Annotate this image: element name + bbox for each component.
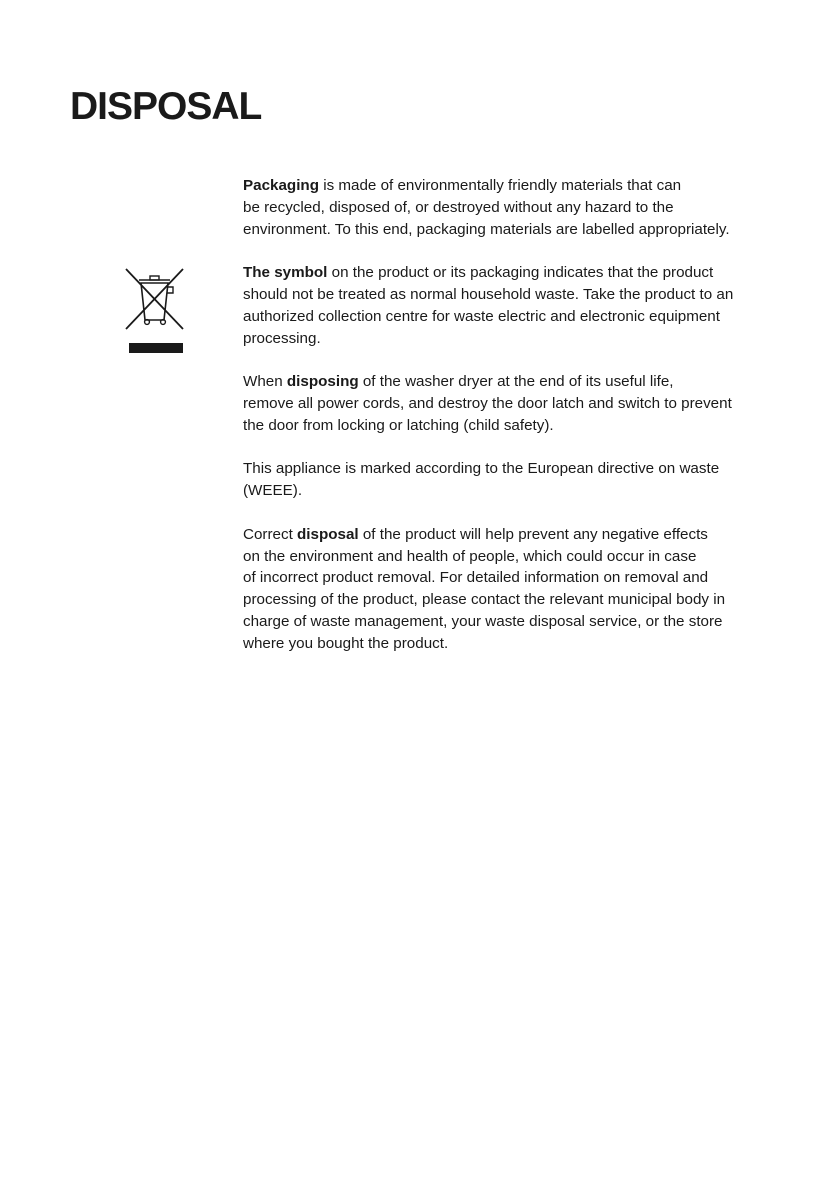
paragraph-disposing: When disposing of the washer dryer at the end of its useful life, remove all power cords, and destroy the door latch and switch to prevent the door from locking or latching (child safety). <box>243 373 732 434</box>
paragraph-weee: This appliance is marked according to the European directive on waste (WEEE). <box>243 460 720 500</box>
bold-term: disposal <box>297 525 359 543</box>
disposal-text <box>243 175 773 676</box>
paragraph-correct-disposal: Correct disposal of the product will help prevent any negative effects on the environment and health of people, which could occur in case of incorrect product removal. For detailed information on removal and processing of the product, please contact the relevant municipal body in charge of waste management, your waste disposal service, or the store where you bought the product. <box>243 525 726 652</box>
crossed-out-wheelie-bin-icon <box>123 265 185 355</box>
bold-term: disposing <box>286 373 359 391</box>
page-title: DISPOSAL <box>70 85 262 128</box>
paragraph-symbol: The symbol on the product or its packaging indicates that the product should not be treated as normal household waste. Take the product to an authorized collection centre for waste electric and electronic equipment processing. <box>243 264 734 347</box>
bold-term: Packaging <box>243 177 319 194</box>
bold-term: The symbol <box>243 264 328 282</box>
paragraph-packaging: Packaging is made of environmentally friendly materials that can be recycled, disposed of, or destroyed without any hazard to the environment. To this end, packaging materials are labelled appropriately. <box>243 177 730 238</box>
